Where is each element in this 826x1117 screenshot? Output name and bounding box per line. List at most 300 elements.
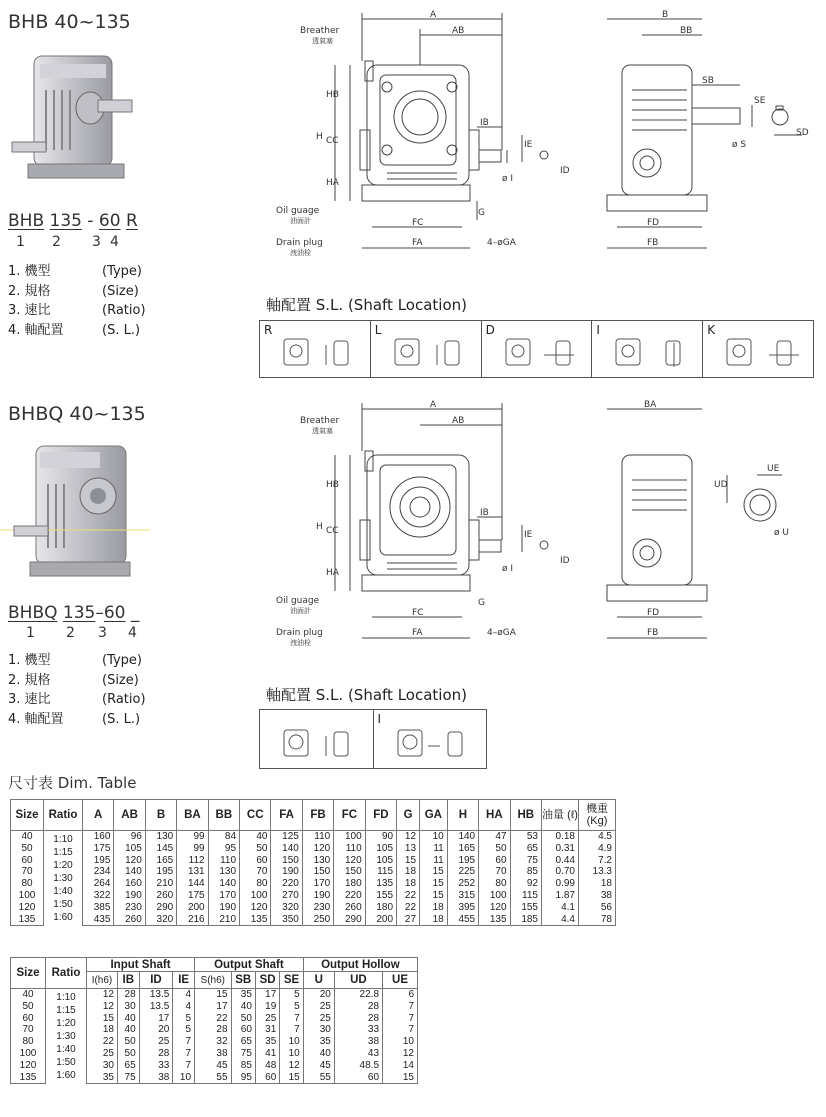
table-cell: 0.70 xyxy=(542,866,579,878)
sl-cell-r xyxy=(260,321,371,377)
table-row xyxy=(11,855,616,867)
table-cell: 40 xyxy=(231,1001,255,1013)
ratio-value: 1:60 xyxy=(56,1069,76,1081)
table-cell: 56 xyxy=(579,902,616,914)
table-cell: 31 xyxy=(255,1024,279,1036)
table-cell: 75 xyxy=(231,1048,255,1060)
sl-cell-i xyxy=(592,321,703,377)
table-cell: 20 xyxy=(303,989,334,1001)
dim-FD: FD xyxy=(647,218,660,228)
dim-B: B xyxy=(662,10,669,20)
dim-HB: HB xyxy=(326,90,339,100)
label-breather-cn: 透氣塞 xyxy=(312,427,333,435)
table-cell: 165 xyxy=(145,855,176,867)
table-cell: 92 xyxy=(510,878,541,890)
table-cell: 145 xyxy=(145,843,176,855)
bhb-title: BHB 40~135 xyxy=(8,11,131,33)
table-cell: 11 xyxy=(420,843,448,855)
bhb-model-code xyxy=(8,211,138,231)
table-cell: 220 xyxy=(334,890,365,902)
table-cell: 12 xyxy=(397,831,420,843)
table-cell: 264 xyxy=(83,878,114,890)
table-cell: 65 xyxy=(117,1060,139,1072)
legend-item: 3. 速比 xyxy=(8,303,51,319)
table-cell: 112 xyxy=(177,855,208,867)
table-cell: 105 xyxy=(365,843,396,855)
table-cell: 15 xyxy=(87,1013,118,1025)
table-cell: 60 xyxy=(334,1072,382,1084)
label-drain-plug: Drain plug xyxy=(276,628,323,638)
col-header: IB xyxy=(117,972,139,989)
table-cell: 70 xyxy=(479,866,510,878)
table-cell: 155 xyxy=(365,890,396,902)
col-header: UD xyxy=(334,972,382,989)
table-cell: 45 xyxy=(303,1060,334,1072)
dim-FC: FC xyxy=(412,608,424,618)
table-cell: 35 xyxy=(303,1036,334,1048)
dim-ID: ID xyxy=(560,166,570,176)
label-breather: Breather xyxy=(300,416,340,426)
sl-default-icon xyxy=(282,726,362,762)
table-cell: 40 xyxy=(303,1048,334,1060)
table-cell: 350 xyxy=(271,914,302,926)
bhb-code-type: BHB xyxy=(8,211,45,231)
ratio-value: 1:10 xyxy=(53,833,73,845)
table-cell: 33 xyxy=(139,1060,173,1072)
table-cell: 260 xyxy=(334,902,365,914)
dim-BB: BB xyxy=(680,26,693,36)
table-cell: 4 xyxy=(173,989,195,1001)
table-cell: 320 xyxy=(271,902,302,914)
table-cell: 7 xyxy=(280,1013,303,1025)
col-header: CC xyxy=(240,800,271,831)
legend-item: 2. 規格 xyxy=(8,672,51,688)
table-cell: 18 xyxy=(397,878,420,890)
group-header: Output Shaft xyxy=(195,958,304,972)
col-header: SD xyxy=(255,972,279,989)
dim-H: H xyxy=(316,132,323,142)
table-cell: 110 xyxy=(208,855,239,867)
table-cell: 115 xyxy=(365,866,396,878)
col-header: 油量 (ℓ) xyxy=(542,800,579,831)
table-cell: 170 xyxy=(208,890,239,902)
table-cell: 185 xyxy=(510,914,541,926)
table-cell: 130 xyxy=(145,831,176,843)
table-cell: 7 xyxy=(173,1036,195,1048)
size-cell: 120 xyxy=(11,1060,46,1072)
size-cell: 60 xyxy=(11,1013,46,1025)
legend-item-en: (Size) xyxy=(102,672,139,688)
table-cell: 85 xyxy=(510,866,541,878)
dim-I: ø I xyxy=(502,174,514,184)
sl-i-icon xyxy=(614,337,694,369)
bhbq-title: BHBQ 40~135 xyxy=(8,403,146,425)
table-cell: 15 xyxy=(280,1072,303,1084)
table-cell: 15 xyxy=(383,1072,418,1084)
table-cell: 30 xyxy=(87,1060,118,1072)
ratio-value: 1:40 xyxy=(53,885,73,897)
sl-cell-d xyxy=(482,321,593,377)
col-header: SE xyxy=(280,972,303,989)
legend-item: 1. 機型 xyxy=(8,653,51,668)
table-cell: 27 xyxy=(397,914,420,926)
dim-CC: CC xyxy=(326,526,339,536)
table-cell: 25 xyxy=(303,1001,334,1013)
ratio-value: 1:20 xyxy=(56,1017,76,1029)
table-cell: 28 xyxy=(139,1048,173,1060)
table-cell: 110 xyxy=(334,843,365,855)
ratio-value: 1:30 xyxy=(53,872,73,884)
table-cell: 195 xyxy=(447,855,478,867)
ratio-value: 1:50 xyxy=(56,1056,76,1068)
table-cell: 13.3 xyxy=(579,866,616,878)
dim-UD: UD xyxy=(714,480,728,490)
table-cell: 75 xyxy=(510,855,541,867)
table-cell: 120 xyxy=(114,855,145,867)
dim-IB: IB xyxy=(480,118,489,128)
size-cell: 120 xyxy=(11,902,44,914)
table-cell: 105 xyxy=(365,855,396,867)
table-cell: 12 xyxy=(383,1048,418,1060)
table-cell: 175 xyxy=(177,890,208,902)
table-cell: 180 xyxy=(334,878,365,890)
group-header: Output Hollow xyxy=(303,958,417,972)
table-cell: 13.5 xyxy=(139,989,173,1001)
col-header: Size xyxy=(11,800,44,831)
bhb-dimension-drawing xyxy=(262,5,822,265)
col-header: I(h6) xyxy=(87,972,118,989)
col-header: GA xyxy=(420,800,448,831)
table-cell: 130 xyxy=(302,855,333,867)
ratio-value: 1:30 xyxy=(56,1030,76,1042)
table-cell: 190 xyxy=(271,866,302,878)
sl-label: D xyxy=(485,323,495,337)
legend-item-en: (Type) xyxy=(102,653,143,668)
bhbq-code-numbers xyxy=(26,625,146,641)
col-header: ID xyxy=(139,972,173,989)
col-header: FB xyxy=(302,800,333,831)
label-breather-cn: 透氣塞 xyxy=(312,37,333,45)
table-cell: 7 xyxy=(383,1024,418,1036)
ratio-cell xyxy=(44,831,83,926)
table-cell: 195 xyxy=(145,866,176,878)
ratio-value: 1:60 xyxy=(53,911,73,923)
legend-item-en: (Size) xyxy=(102,283,139,299)
table-cell: 120 xyxy=(479,902,510,914)
col-header: 機重 (Kg) xyxy=(579,800,616,831)
col-header: H xyxy=(447,800,478,831)
bhb-sl-table xyxy=(259,320,814,378)
table-cell: 140 xyxy=(208,878,239,890)
col-header: U xyxy=(303,972,334,989)
table-cell: 19 xyxy=(255,1001,279,1013)
table-cell: 28 xyxy=(195,1024,232,1036)
sl-cell-l xyxy=(371,321,482,377)
bhbq-code-type: BHBQ xyxy=(8,603,58,623)
table-cell: 385 xyxy=(83,902,114,914)
table-cell: 160 xyxy=(83,831,114,843)
bhb-legend xyxy=(8,262,146,340)
table-cell: 131 xyxy=(177,866,208,878)
table-cell: 15 xyxy=(397,855,420,867)
table-cell: 260 xyxy=(145,890,176,902)
table-cell: 395 xyxy=(447,902,478,914)
table-cell: 18 xyxy=(397,866,420,878)
table-cell: 260 xyxy=(114,914,145,926)
col-header: A xyxy=(83,800,114,831)
table-cell: 270 xyxy=(271,890,302,902)
table-cell: 135 xyxy=(365,878,396,890)
table-cell: 135 xyxy=(240,914,271,926)
table-cell: 38 xyxy=(139,1072,173,1084)
sl-cell-default xyxy=(260,710,374,768)
table-cell: 12 xyxy=(280,1060,303,1072)
col-header: Ratio xyxy=(44,800,83,831)
size-cell: 60 xyxy=(11,855,44,867)
legend-item-en: (S. L.) xyxy=(102,711,141,727)
table-cell: 28 xyxy=(334,1013,382,1025)
table-cell: 17 xyxy=(195,1001,232,1013)
bhbq-code-num: 3 xyxy=(98,625,107,641)
table-cell: 15 xyxy=(420,866,448,878)
table-cell: 18 xyxy=(579,878,616,890)
dim-H: H xyxy=(316,522,323,532)
table-cell: 7.2 xyxy=(579,855,616,867)
dim-U: ø U xyxy=(774,528,789,538)
dim-ID: ID xyxy=(560,556,570,566)
bhbq-code-num: 4 xyxy=(128,625,137,641)
table-cell: 135 xyxy=(479,914,510,926)
table-cell: 5 xyxy=(280,1001,303,1013)
table-cell: 30 xyxy=(303,1024,334,1036)
table-cell: 90 xyxy=(365,831,396,843)
table-cell: 4.5 xyxy=(579,831,616,843)
bhb-code-ratio: 60 xyxy=(98,211,121,231)
table-cell: 55 xyxy=(195,1072,232,1084)
legend-item-en: (Ratio) xyxy=(102,692,146,708)
bhb-code-size: 135 xyxy=(49,211,82,231)
table-cell: 15 xyxy=(195,989,232,1001)
table-cell: 4 xyxy=(173,1001,195,1013)
table-cell: 7 xyxy=(383,1013,418,1025)
col-header: G xyxy=(397,800,420,831)
table-cell: 13.5 xyxy=(139,1001,173,1013)
table-cell: 14 xyxy=(383,1060,418,1072)
table-row xyxy=(11,989,418,1001)
table-cell: 32 xyxy=(195,1036,232,1048)
ratio-cell xyxy=(46,989,87,1084)
col-header: SB xyxy=(231,972,255,989)
bhbq-code-num: 2 xyxy=(66,625,75,641)
table-cell: 48 xyxy=(255,1060,279,1072)
table-cell: 60 xyxy=(255,1072,279,1084)
size-cell: 40 xyxy=(11,989,46,1001)
label-oil-gauge: Oil guage xyxy=(276,596,320,606)
legend-item-en: (S. L.) xyxy=(102,322,141,338)
col-header: BA xyxy=(177,800,208,831)
dim-table xyxy=(10,799,616,926)
table-cell: 25 xyxy=(303,1013,334,1025)
table-cell: 190 xyxy=(114,890,145,902)
table-cell: 5 xyxy=(173,1013,195,1025)
table-cell: 315 xyxy=(447,890,478,902)
table-cell: 110 xyxy=(302,831,333,843)
table-cell: 234 xyxy=(83,866,114,878)
dim-A: A xyxy=(430,10,437,20)
dim-UE: UE xyxy=(767,464,780,474)
table-cell: 48.5 xyxy=(334,1060,382,1072)
bhbq-code-dash: – xyxy=(95,603,104,623)
table-cell: 7 xyxy=(173,1048,195,1060)
col-header: FD xyxy=(365,800,396,831)
table-cell: 55 xyxy=(303,1072,334,1084)
col-header: Ratio xyxy=(46,958,87,989)
table-cell: 4.9 xyxy=(579,843,616,855)
table-cell: 210 xyxy=(145,878,176,890)
table-cell: 0.31 xyxy=(542,843,579,855)
size-cell: 100 xyxy=(11,1048,46,1060)
table-cell: 17 xyxy=(255,989,279,1001)
legend-item: 3. 速比 xyxy=(8,692,51,708)
table-row xyxy=(11,902,616,914)
table-cell: 50 xyxy=(231,1013,255,1025)
bhb-product-photo xyxy=(10,50,140,190)
legend-item-en: (Ratio) xyxy=(102,303,146,319)
sl-d-icon xyxy=(504,337,584,369)
table-cell: 100 xyxy=(479,890,510,902)
table-cell: 220 xyxy=(271,878,302,890)
table-cell: 28 xyxy=(117,989,139,1001)
table-cell: 320 xyxy=(145,914,176,926)
table-cell: 65 xyxy=(510,843,541,855)
table-cell: 225 xyxy=(447,866,478,878)
table-cell: 144 xyxy=(177,878,208,890)
bhb-code-num: 2 xyxy=(52,234,61,250)
table-cell: 75 xyxy=(117,1072,139,1084)
sl-label: R xyxy=(264,323,273,337)
dim-I: ø I xyxy=(502,564,514,574)
ratio-value: 1:15 xyxy=(56,1004,76,1016)
table-cell: 15 xyxy=(420,878,448,890)
table-cell: 35 xyxy=(255,1036,279,1048)
table-cell: 290 xyxy=(145,902,176,914)
bhb-sl-title: 軸配置 S.L. (Shaft Location) xyxy=(266,296,467,314)
table-cell: 18 xyxy=(87,1024,118,1036)
bhbq-code-num: 1 xyxy=(26,625,35,641)
table-cell: 216 xyxy=(177,914,208,926)
table-cell: 120 xyxy=(334,855,365,867)
size-cell: 70 xyxy=(11,1024,46,1036)
table-cell: 0.18 xyxy=(542,831,579,843)
table-cell: 290 xyxy=(334,914,365,926)
table-cell: 85 xyxy=(231,1060,255,1072)
table-cell: 1.87 xyxy=(542,890,579,902)
table-cell: 252 xyxy=(447,878,478,890)
bhbq-sl-title: 軸配置 S.L. (Shaft Location) xyxy=(266,686,467,704)
dim-HB: HB xyxy=(326,480,339,490)
table-cell: 47 xyxy=(479,831,510,843)
table-cell: 190 xyxy=(302,890,333,902)
dim-SB: SB xyxy=(702,76,714,86)
legend-item: 1. 機型 xyxy=(8,264,51,279)
table-cell: 200 xyxy=(177,902,208,914)
col-header: BB xyxy=(208,800,239,831)
table-cell: 40 xyxy=(117,1013,139,1025)
bhb-code-num: 4 xyxy=(110,234,119,250)
size-cell: 50 xyxy=(11,1001,46,1013)
col-header: AB xyxy=(114,800,145,831)
table-cell: 80 xyxy=(240,878,271,890)
table-cell: 160 xyxy=(114,878,145,890)
ratio-value: 1:10 xyxy=(56,991,76,1003)
bhbq-legend xyxy=(8,651,146,729)
table-cell: 10 xyxy=(280,1048,303,1060)
legend-item: 4. 軸配置 xyxy=(8,322,64,338)
col-header: UE xyxy=(383,972,418,989)
table-cell: 4.1 xyxy=(542,902,579,914)
table-cell: 5 xyxy=(173,1024,195,1036)
table-cell: 100 xyxy=(334,831,365,843)
table-cell: 60 xyxy=(240,855,271,867)
table-cell: 12 xyxy=(87,989,118,1001)
table-row xyxy=(11,866,616,878)
bhbq-product-photo xyxy=(0,438,150,588)
table-cell: 50 xyxy=(479,843,510,855)
table-cell: 22 xyxy=(195,1013,232,1025)
table-cell: 130 xyxy=(208,866,239,878)
col-header: HA xyxy=(479,800,510,831)
table-cell: 10 xyxy=(420,831,448,843)
table-cell: 35 xyxy=(87,1072,118,1084)
sl-cell-k xyxy=(703,321,813,377)
table-cell: 60 xyxy=(479,855,510,867)
bhbq-model-code xyxy=(8,603,139,623)
bhb-code-num: 1 xyxy=(16,234,25,250)
col-header: B xyxy=(145,800,176,831)
table-cell: 99 xyxy=(177,843,208,855)
sl-label: K xyxy=(707,323,716,337)
table-cell: 50 xyxy=(117,1036,139,1048)
group-header: Input Shaft xyxy=(87,958,195,972)
dim-BA: BA xyxy=(644,400,657,410)
table-cell: 80 xyxy=(479,878,510,890)
table-cell: 230 xyxy=(114,902,145,914)
table-cell: 180 xyxy=(365,902,396,914)
table-cell: 38 xyxy=(334,1036,382,1048)
dim-FA: FA xyxy=(412,628,423,638)
table-cell: 125 xyxy=(271,831,302,843)
table-cell: 170 xyxy=(302,878,333,890)
table-cell: 99 xyxy=(177,831,208,843)
table-cell: 22 xyxy=(87,1036,118,1048)
table-cell: 33 xyxy=(334,1024,382,1036)
table-cell: 18 xyxy=(420,902,448,914)
table-cell: 100 xyxy=(240,890,271,902)
sl-l-icon xyxy=(393,337,473,369)
table-cell: 25 xyxy=(255,1013,279,1025)
table-cell: 175 xyxy=(83,843,114,855)
size-cell: 80 xyxy=(11,1036,46,1048)
label-oil-gauge: Oil guage xyxy=(276,206,320,216)
label-oil-gauge-cn: 油面計 xyxy=(290,217,311,225)
bhbq-code-sl: _ xyxy=(130,603,140,623)
size-cell: 50 xyxy=(11,843,44,855)
table-cell: 7 xyxy=(173,1060,195,1072)
table-cell: 165 xyxy=(447,843,478,855)
sl-label: L xyxy=(374,323,382,337)
table-cell: 120 xyxy=(302,843,333,855)
dim-GA: 4–øGA xyxy=(487,628,516,638)
